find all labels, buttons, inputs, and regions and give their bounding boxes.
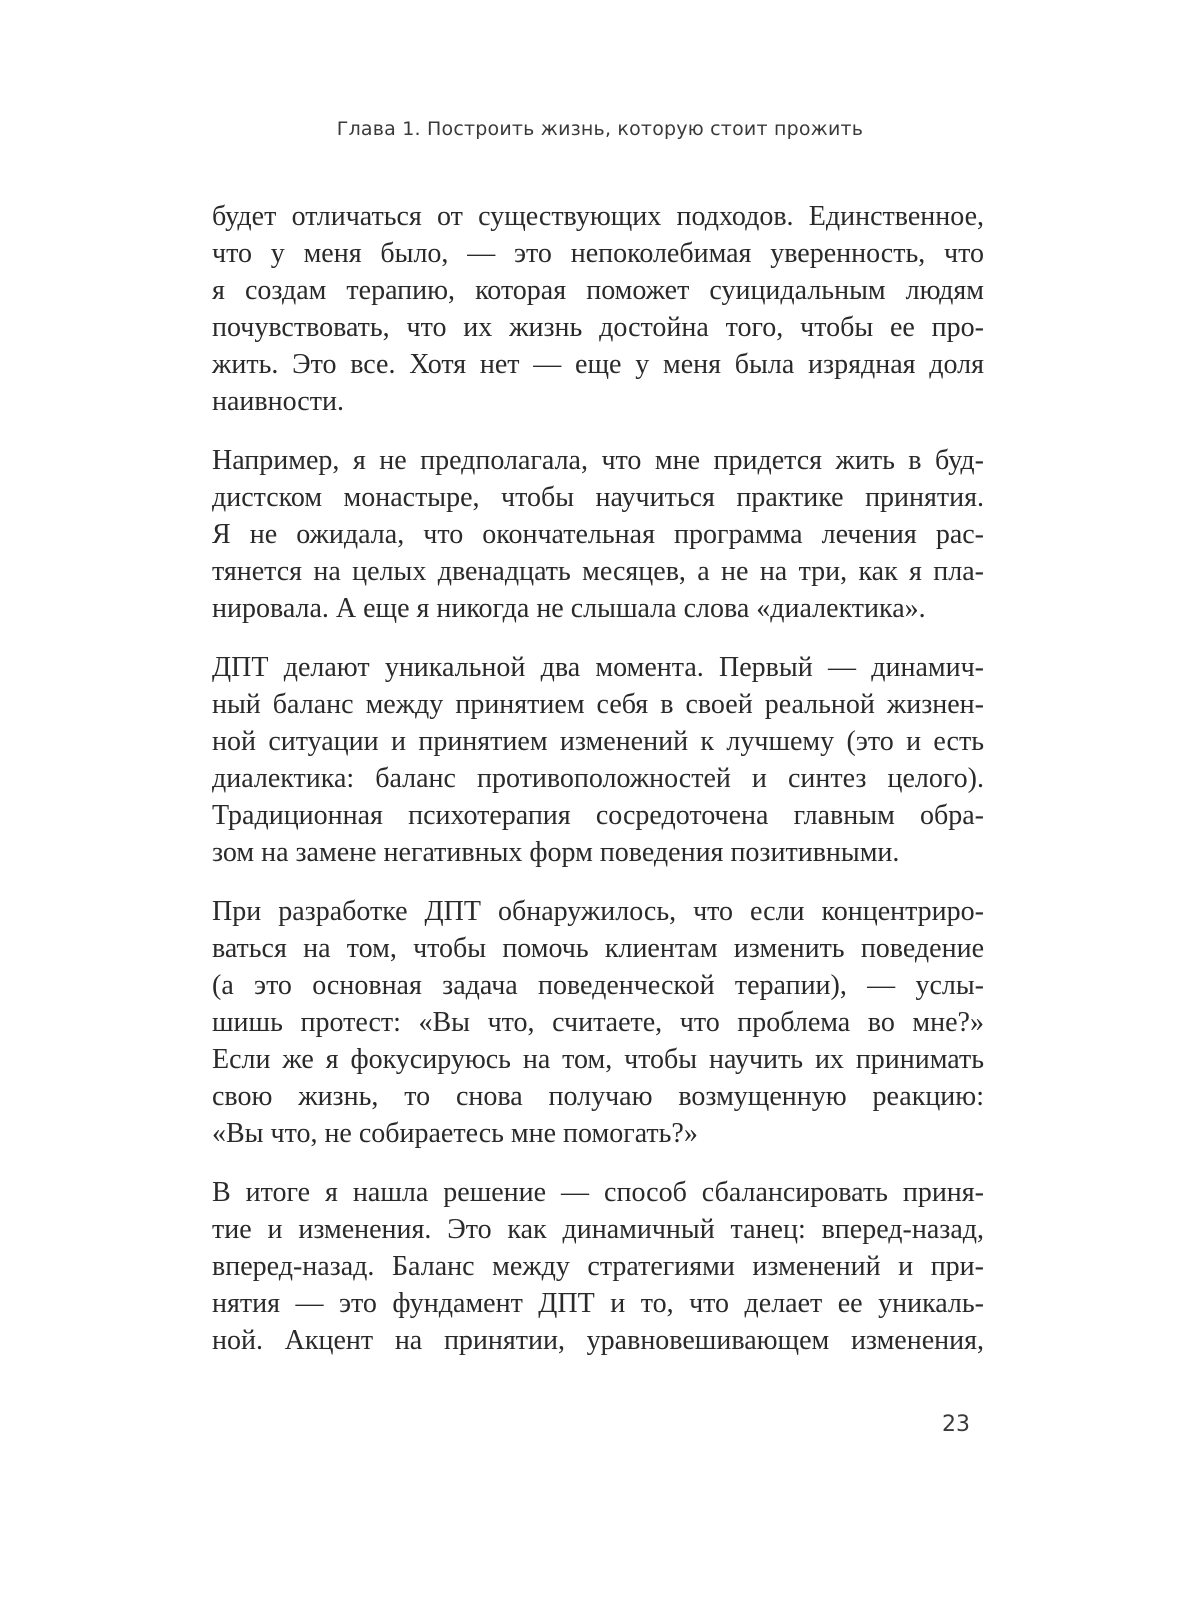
paragraph	[212, 649, 984, 871]
paragraph	[212, 198, 984, 420]
text-line: При разработке ДПТ обнаружилось, что если концентриро-	[212, 896, 984, 927]
text-line: тие и изменения. Это как динамичный танец: вперед-назад,	[212, 1214, 984, 1245]
text-line: свою жизнь, то снова получаю возмущенную реакцию:	[212, 1081, 984, 1112]
paragraph	[212, 1174, 984, 1359]
text-line: ДПТ делают уникальной два момента. Первый — динамич-	[212, 652, 984, 683]
text-line: нировала. А еще я никогда не слышала слова «диалектика».	[212, 593, 926, 624]
text-line: зом на замене негативных форм поведения позитивными.	[212, 837, 900, 868]
text-line: Я не ожидала, что окончательная программа лечения рас-	[212, 519, 984, 550]
text-line: Например, я не предполагала, что мне придется жить в буд-	[212, 445, 984, 476]
text-line: почувствовать, что их жизнь достойна того, чтобы ее про-	[212, 312, 984, 343]
text-line: (а это основная задача поведенческой терапии), — услы-	[212, 970, 984, 1001]
text-line: дистском монастыре, чтобы научиться практике принятия.	[212, 482, 984, 513]
text-line: будет отличаться от существующих подходов. Единственное,	[212, 201, 984, 232]
text-line: «Вы что, не собираетесь мне помогать?»	[212, 1118, 698, 1149]
paragraph	[212, 442, 984, 627]
text-line: тянется на целых двенадцать месяцев, а не на три, как я пла-	[212, 556, 984, 587]
text-line: Традиционная психотерапия сосредоточена главным обра-	[212, 800, 984, 831]
text-line: ваться на том, чтобы помочь клиентам изменить поведение	[212, 933, 984, 964]
text-line: В итоге я нашла решение — способ сбалансировать приня-	[212, 1177, 984, 1208]
text-line: ной. Акцент на принятии, уравновешивающем изменения,	[212, 1325, 984, 1356]
text-line: что у меня было, — это непоколебимая уверенность, что	[212, 238, 984, 269]
text-line: вперед-назад. Баланс между стратегиями изменений и при-	[212, 1251, 984, 1282]
text-line: диалектика: баланс противоположностей и синтез целого).	[212, 763, 984, 794]
text-line: шишь протест: «Вы что, считаете, что проблема во мне?»	[212, 1007, 984, 1038]
paragraph	[212, 893, 984, 1152]
text-line: нятия — это фундамент ДПТ и то, что делает ее уникаль-	[212, 1288, 984, 1319]
text-line: ной ситуации и принятием изменений к лучшему (это и есть	[212, 726, 984, 757]
page-number: 23	[942, 1412, 970, 1437]
text-line: жить. Это все. Хотя нет — еще у меня была изрядная доля	[212, 349, 984, 380]
text-line: я создам терапию, которая поможет суицидальным людям	[212, 275, 984, 306]
running-header: Глава 1. Построить жизнь, которую стоит прожить	[336, 118, 864, 140]
body-text	[212, 198, 984, 1381]
text-line: ный баланс между принятием себя в своей реальной жизнен-	[212, 689, 984, 720]
text-line: наивности.	[212, 386, 344, 417]
text-line: Если же я фокусируюсь на том, чтобы научить их принимать	[212, 1044, 984, 1075]
